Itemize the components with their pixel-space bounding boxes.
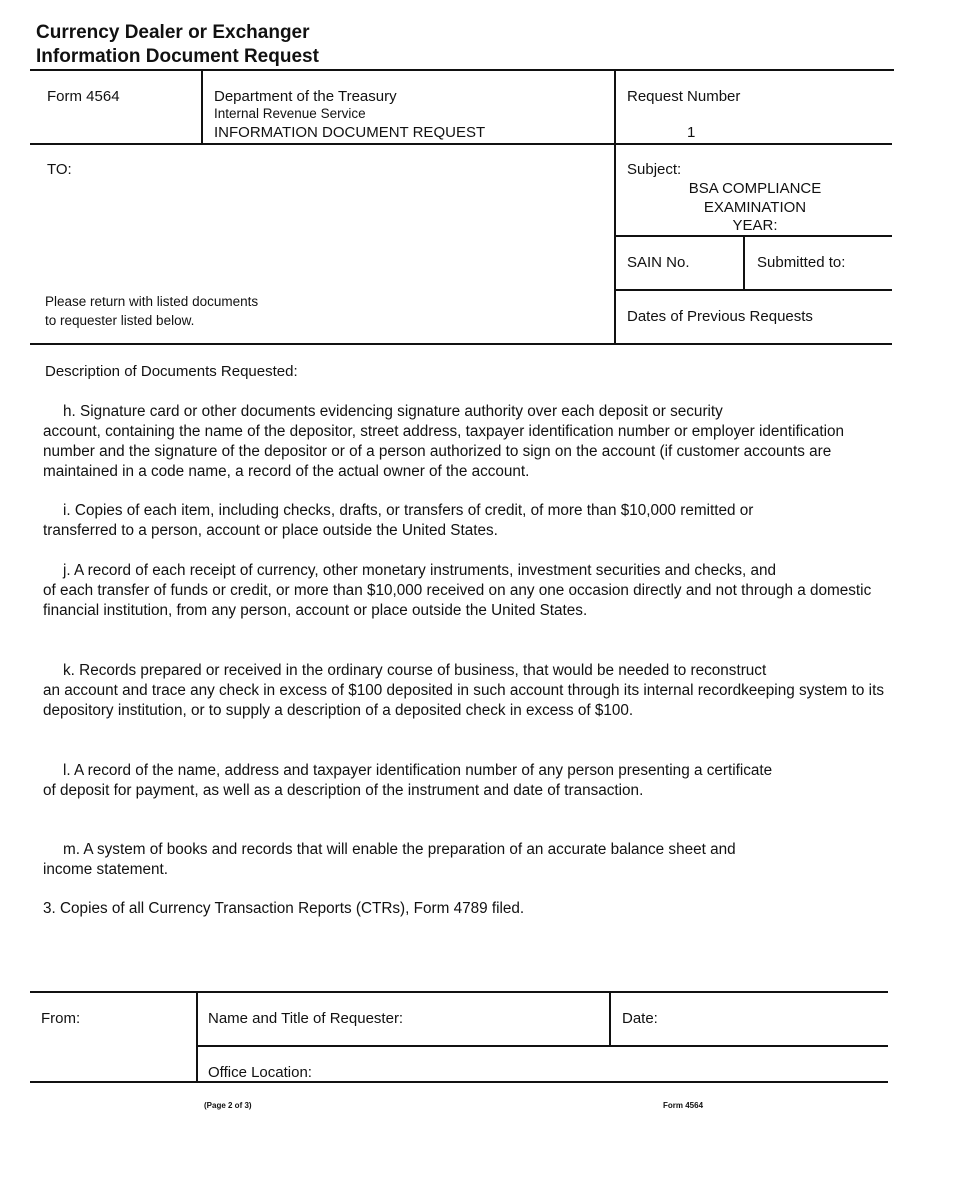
subject-line-1: BSA COMPLIANCE [688,180,822,197]
submitted-to-label: Submitted to: [757,254,846,271]
subject-label: Subject: [627,161,682,178]
previous-requests-label: Dates of Previous Requests [627,308,813,325]
return-note-line-2: to requester listed below. [45,313,195,328]
item-3: 3. Copies of all Currency Transaction Reports (CTRs), Form 4789 filed. [43,900,525,917]
footer-top-border [30,991,888,993]
document-title: Currency Dealer or Exchanger [36,22,310,43]
page-indicator: (Page 2 of 3) [204,1101,252,1110]
subject-year: YEAR: [732,217,778,234]
sain-label: SAIN No. [627,254,690,271]
item-i-first-line: i. Copies of each item, including checks, drafts, or transfers of credit, of more than $10,000 remitted or [63,502,754,519]
agency-service: Internal Revenue Service [214,106,366,121]
item-h-first-line: h. Signature card or other documents evidencing signature authority over each deposit or security [63,403,723,420]
item-l [43,761,893,801]
divider-subject [614,235,892,237]
box-bottom-border [30,343,892,345]
item-l-rest: of deposit for payment, as well as a description of the instrument and date of transaction. [43,782,644,799]
item-m-rest: income statement. [43,861,168,878]
to-label: TO: [47,161,72,178]
item-l-first-line: l. A record of the name, address and taxpayer identification number of any person presenting a certificate [63,762,773,779]
office-location-label: Office Location: [208,1064,312,1081]
request-number-value: 1 [687,124,696,141]
agency-department: Department of the Treasury [214,88,397,105]
item-h [43,402,893,482]
divider-from [196,991,198,1083]
item-m [43,840,893,880]
item-j [43,561,893,621]
requester-label: Name and Title of Requester: [208,1010,404,1027]
divider-office [196,1045,888,1047]
divider-form-agency [201,69,203,145]
divider-header-row [30,143,892,145]
item-i-rest: transferred to a person, account or place outside the United States. [43,522,498,539]
request-number-label: Request Number [627,88,741,105]
form-reference: Form 4564 [663,1101,704,1110]
item-m-first-line: m. A system of books and records that will enable the preparation of an accurate balance sheet and [63,841,736,858]
divider-date [609,991,611,1047]
return-note-line-1: Please return with listed documents [45,294,259,309]
item-j-rest: of each transfer of funds or credit, or more than $10,000 received on any one occasion directly and not through a domestic financial institution, from any person, account or place outside the United States. [43,582,872,619]
box-top-border [30,69,894,71]
item-h-rest: account, containing the name of the depositor, street address, taxpayer identification number or employer identification number and the signature of the depositor or of a person authorized to sign on the account (if customer accounts are maintained in a code name, a record of the actual owner of the account. [43,423,845,480]
item-j-first-line: j. A record of each receipt of currency, other monetary instruments, investment securities and checks, and [63,562,777,579]
footer-bottom-border [30,1081,888,1083]
item-k-first-line: k. Records prepared or received in the ordinary course of business, that would be needed to reconstruct [63,662,767,679]
divider-sain [743,235,745,291]
document-subtitle: Information Document Request [36,46,319,67]
divider-sain-row [614,289,892,291]
item-i [43,501,893,541]
agency-form-name: INFORMATION DOCUMENT REQUEST [214,124,486,141]
divider-main-right [614,69,616,345]
description-heading: Description of Documents Requested: [45,363,298,380]
date-label: Date: [622,1010,658,1027]
item-k [43,661,893,721]
form-number: Form 4564 [47,88,120,105]
item-k-rest: an account and trace any check in excess of $100 deposited in such account through its internal recordkeeping system to its depository institution, or to supply a description of a deposited check in excess of $100. [43,682,884,719]
subject-line-2: EXAMINATION [703,199,807,216]
from-label: From: [41,1010,81,1027]
